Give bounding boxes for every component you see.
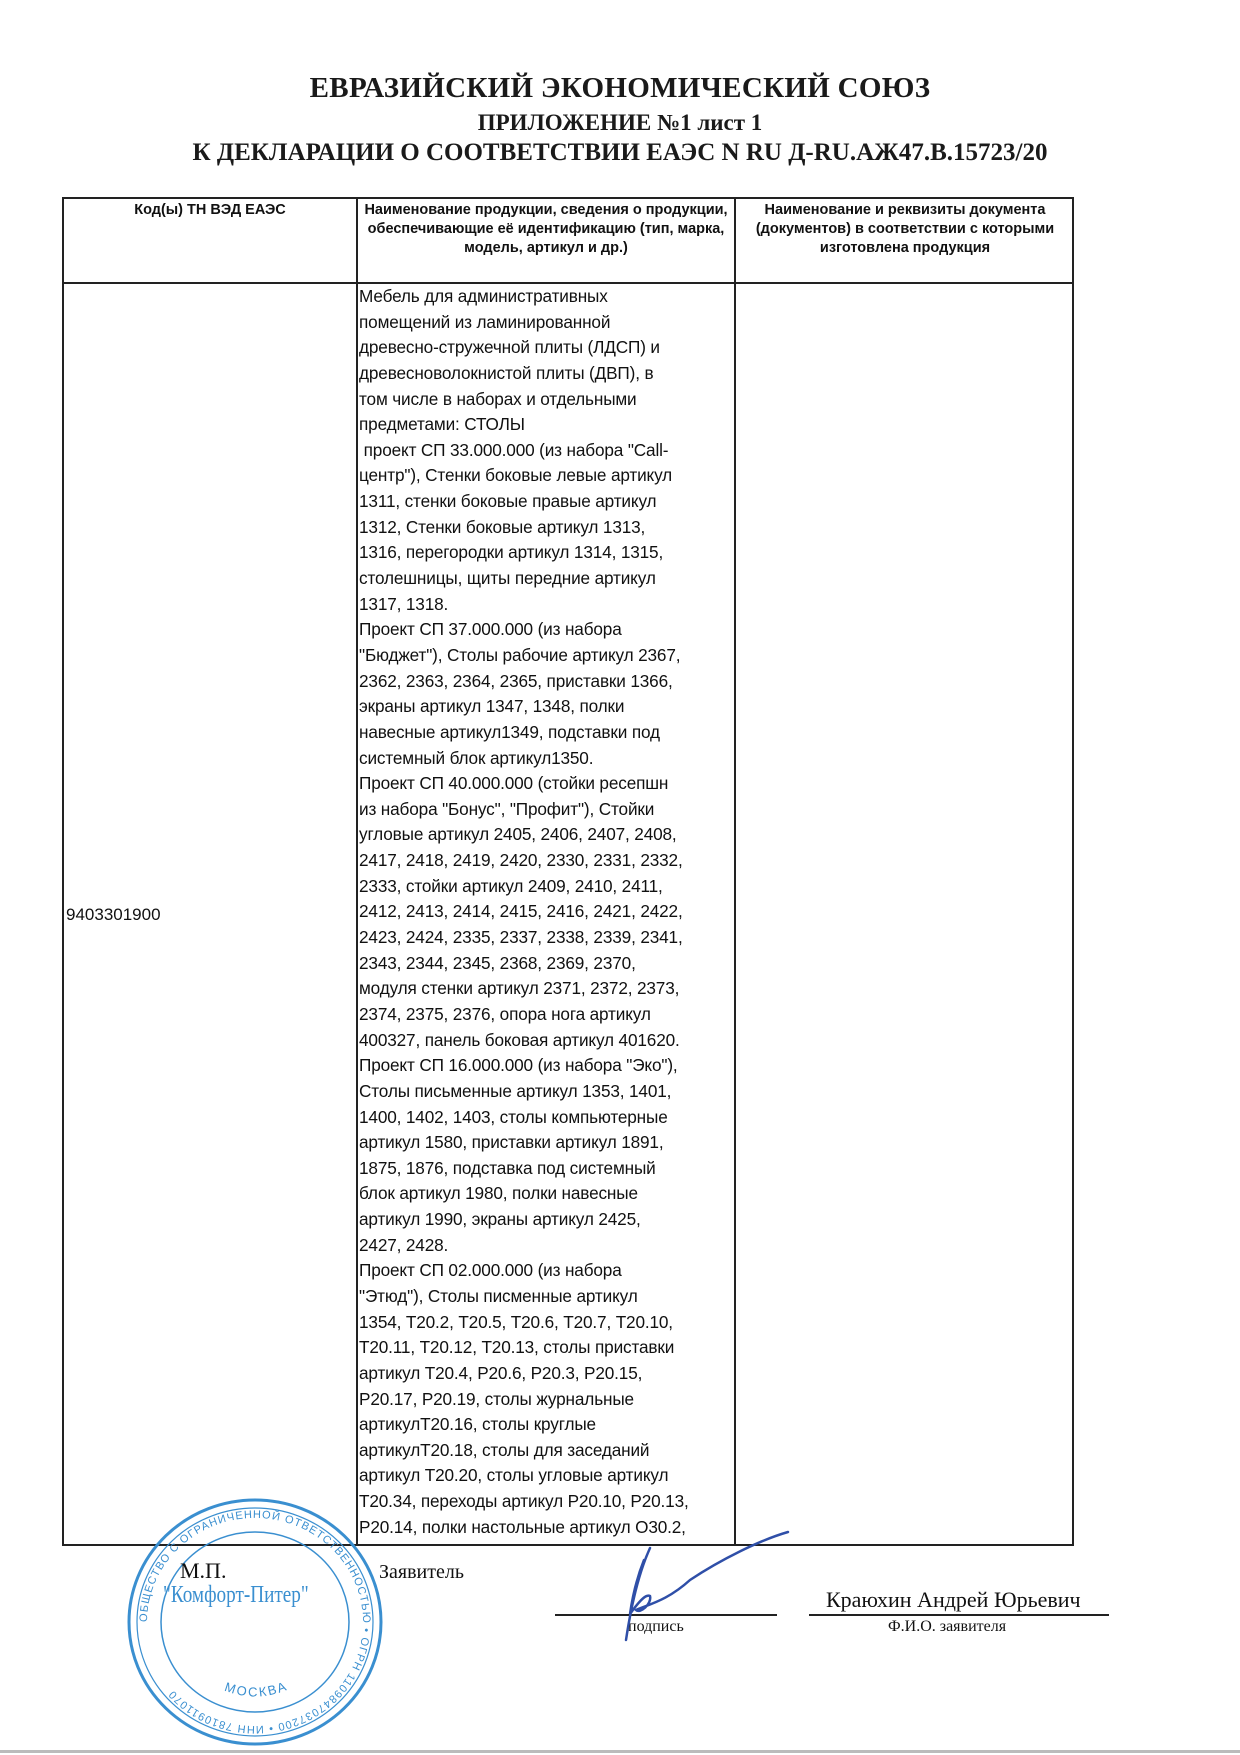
description-line: помещений из ламинированной (359, 311, 611, 332)
description-line: блок артикул 1980, полки навесные (359, 1183, 638, 1204)
description-line: Проект СП 37.000.000 (из набора (359, 619, 622, 640)
applicant-label: Заявитель (379, 1561, 464, 1583)
description-line: древесно-стружечной плиты (ЛДСП) и (359, 337, 660, 358)
description-line: артикул Т20.20, столы угловые артикул (359, 1465, 669, 1486)
description-line: 2374, 2375, 2376, опора нога артикул (359, 1003, 651, 1024)
description-line: Проект СП 02.000.000 (из набора (359, 1260, 622, 1281)
description-line: "Этюд"), Столы писменные артикул (359, 1285, 638, 1306)
description-line: артикул 1990, экраны артикул 2425, (359, 1209, 641, 1230)
page-edge (0, 1750, 1240, 1753)
stamp-company-name: "Комфорт-Питер" (163, 1582, 309, 1608)
svg-text:МОСКВА: МОСКВА (222, 1678, 290, 1700)
column-divider (734, 199, 736, 1544)
description-line: центр"), Стенки боковые левые артикул (359, 465, 673, 486)
description-line: 1312, Стенки боковые артикул 1313, (359, 516, 646, 537)
description-line: 1875, 1876, подставка под системный (359, 1157, 656, 1178)
description-line: проект СП 33.000.000 (из набора "Call- (359, 439, 669, 460)
description-line: 2412, 2413, 2414, 2415, 2416, 2421, 2422, (359, 901, 683, 922)
handwritten-signature (540, 1530, 800, 1655)
description-line: Столы письменные артикул 1353, 1401, (359, 1080, 672, 1101)
product-description (359, 284, 733, 1540)
description-line: модуля стенки артикул 2371, 2372, 2373, (359, 978, 680, 999)
description-line: Проект СП 16.000.000 (из набора "Эко"), (359, 1055, 678, 1076)
description-line: 2417, 2418, 2419, 2420, 2330, 2331, 2332, (359, 850, 683, 871)
description-line: экраны артикул 1347, 1348, полки (359, 696, 625, 717)
description-line: Т20.34, переходы артикул Р20.10, Р20.13, (359, 1491, 689, 1512)
description-line: 1354, Т20.2, Т20.5, Т20.6, Т20.7, Т20.10, (359, 1311, 673, 1332)
description-line: Мебель для административных (359, 286, 608, 306)
description-line: Р20.17, Р20.19, столы журнальные (359, 1388, 634, 1409)
description-line: артикулТ20.18, столы для заседаний (359, 1439, 650, 1460)
description-line: 1317, 1318. (359, 593, 449, 614)
name-line (809, 1614, 1109, 1616)
description-line: Р20.14, полки настольные артикул О30.2, (359, 1516, 686, 1537)
description-line: 1316, перегородки артикул 1314, 1315, (359, 542, 664, 563)
description-line: том числе в наборах и отдельными (359, 388, 637, 409)
description-line: навесные артикул1349, подставки под (359, 721, 660, 742)
description-line: 2362, 2363, 2364, 2365, приставки 1366, (359, 670, 673, 691)
header-code: Код(ы) ТН ВЭД ЕАЭС (134, 202, 286, 218)
mp-label: М.П. (180, 1558, 227, 1583)
tn-ved-code: 9403301900 (66, 905, 161, 924)
header-product: Наименование продукции, сведения о продукции, обеспечивающие её идентификацию (тип, марка, модель, артикул и др.) (364, 202, 728, 256)
description-line: предметами: СТОЛЫ (359, 414, 525, 435)
description-line: Т20.11, Т20.12, Т20.13, столы приставки (359, 1337, 675, 1358)
union-title: ЕВРАЗИЙСКИЙ ЭКОНОМИЧЕСКИЙ СОЮЗ (309, 72, 931, 104)
description-line: артикул Т20.4, Р20.6, Р20.3, Р20.15, (359, 1362, 643, 1383)
description-line: Проект СП 40.000.000 (стойки ресепшн (359, 773, 669, 794)
company-stamp (124, 1494, 386, 1755)
description-line: угловые артикул 2405, 2406, 2407, 2408, (359, 824, 677, 845)
column-divider (356, 199, 358, 1544)
description-line: древесноволокнистой плиты (ДВП), в (359, 362, 654, 383)
description-line: 2343, 2344, 2345, 2368, 2369, 2370, (359, 952, 636, 973)
description-line: столешницы, щиты передние артикул (359, 568, 656, 589)
declaration-title: К ДЕКЛАРАЦИИ О СООТВЕТСТВИИ ЕАЭС N RU Д-RU.АЖ47.В.15723/20 (192, 139, 1048, 166)
description-line: 400327, панель боковая артикул 401620. (359, 1029, 680, 1050)
description-line: из набора "Бонус", "Профит"), Стойки (359, 798, 655, 819)
description-line: "Бюджет"), Столы рабочие артикул 2367, (359, 644, 681, 665)
description-line: 2333, стойки артикул 2409, 2410, 2411, (359, 875, 663, 896)
description-line: артикул 1580, приставки артикул 1891, (359, 1132, 664, 1153)
description-line: артикулТ20.16, столы круглые (359, 1414, 596, 1435)
description-line: 1311, стенки боковые правые артикул (359, 491, 657, 512)
applicant-name: Краюхин Андрей Юрьевич (826, 1587, 1081, 1612)
description-line: 2423, 2424, 2335, 2337, 2338, 2339, 2341, (359, 927, 683, 948)
appendix-title: ПРИЛОЖЕНИЕ №1 лист 1 (477, 110, 763, 135)
svg-text:ОБЩЕСТВО С ОГРАНИЧЕННОЙ ОТВЕТС: ОБЩЕСТВО С ОГРАНИЧЕННОЙ ОТВЕТСТВЕННОСТЬЮ • ОГРН 1109847037200 • ИНН 7810911070 (137, 1508, 373, 1736)
name-caption: Ф.И.О. заявителя (888, 1618, 1007, 1635)
products-table (62, 197, 1074, 1546)
signature-caption: подпись (628, 1618, 684, 1635)
header-document: Наименование и реквизиты документа (документов) в соответствии с которыми изготовлена продукция (755, 202, 1055, 256)
description-line: 2427, 2428. (359, 1234, 449, 1255)
description-line: 1400, 1402, 1403, столы компьютерные (359, 1106, 668, 1127)
description-line: системный блок артикул1350. (359, 747, 594, 768)
